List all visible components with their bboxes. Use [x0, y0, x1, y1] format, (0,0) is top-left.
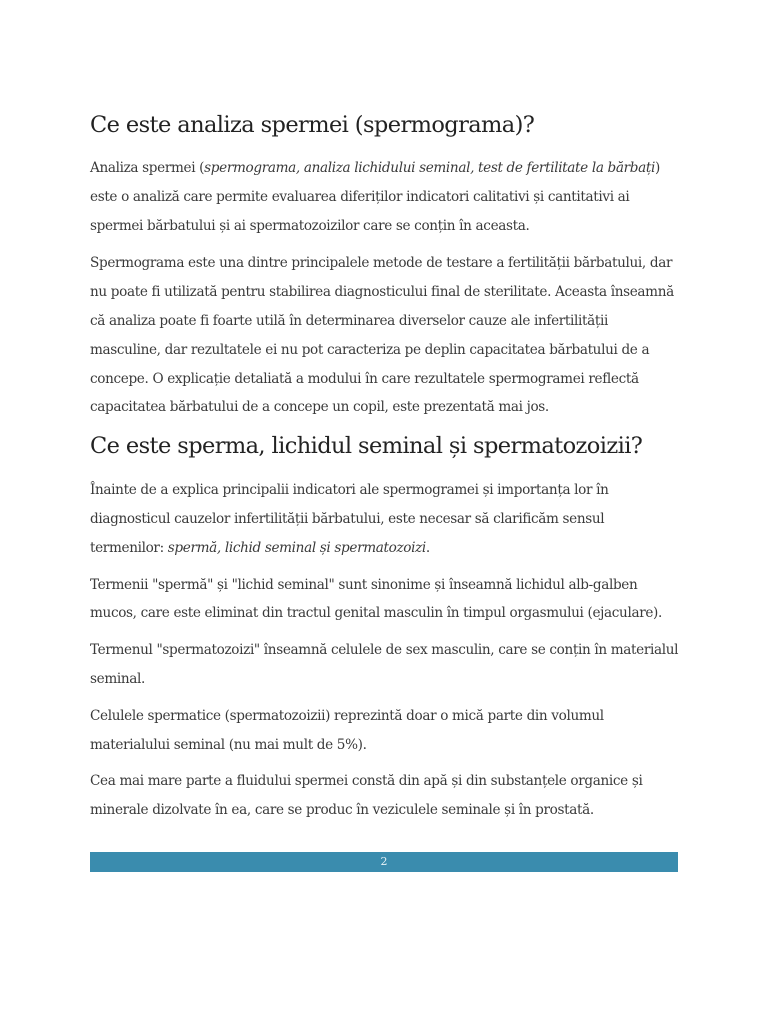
paragraph-fluid-composition: Cea mai mare parte a fluidului spermei constă din apă și din substanțele organice și minerale dizolvate în ea, care se produc în veziculele seminale și în prostată. — [90, 773, 643, 819]
page-footer-bar — [90, 852, 678, 872]
paragraph-spermograma: Spermograma este una dintre principalele metode de testare a fertilității bărbatului, dar nu poate fi utilizată pentru stabilirea diagnosticului final de sterilitate. Aceasta înseamnă că analiza poate fi foarte utilă în determinarea diverselor cauze ale infertilității masculine, dar rezultatele ei nu pot caracteriza pe deplin capacitatea bărbatului de a concepe. O explicație detaliată a modului în care rezultatele spermogramei reflectă capacitatea bărbatului de a concepe un copil, este prezentată mai jos. — [90, 255, 674, 416]
paragraph-intro — [90, 154, 680, 240]
paragraph-spermatozoizi-definition: Termenul "spermatozoizi" înseamnă celulele de sex masculin, care se conțin în materialul seminal. — [90, 642, 679, 687]
paragraph-celule-spermatice: Celulele spermatice (spermatozoizii) reprezintă doar o mică parte din volumul materialului seminal (nu mai mult de 5%). — [90, 707, 604, 753]
page-number: 2 — [380, 855, 388, 868]
paragraph-text: . — [425, 539, 430, 556]
section-heading-analiza: Ce este analiza spermei (spermograma)? — [90, 112, 535, 138]
italic-terms: spermograma, analiza lichidului seminal, test de fertilitate la bărbați — [204, 160, 656, 176]
italic-terms: spermă, lichid seminal și spermatozoizi — [167, 539, 426, 556]
paragraph-text: Analiza spermei ( — [90, 160, 205, 176]
document-content — [90, 108, 680, 825]
paragraph-text: ) este o analiză care permite evaluarea diferiților indicatori calitativi și cantitativi ai spermei bărbatului și ai spermatozoizilor care se conțin în aceasta. — [90, 160, 660, 234]
paragraph-text: Înainte de a explica principalii indicatori ale spermogramei și importanța lor în diagnosticul cauzelor infertilității bărbatului, este necesar să clarificăm sensul termenilor: — [90, 482, 609, 556]
section-heading-sperma: Ce este sperma, lichidul seminal și spermatozoizii? — [90, 433, 643, 460]
paragraph-sperma-definition: Termenii "spermă" și "lichid seminal" sunt sinonime și înseamnă lichidul alb-galben mucos, care este eliminat din tractul genital masculin în timpul orgasmului (ejaculare). — [90, 576, 662, 622]
paragraph-definitions — [90, 476, 680, 562]
